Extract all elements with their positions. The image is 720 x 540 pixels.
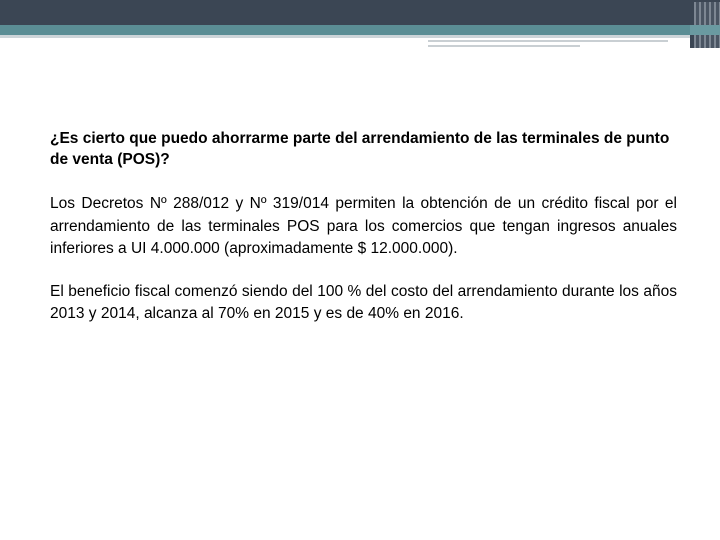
header-accent-line	[428, 40, 668, 42]
header-dark-band	[0, 0, 720, 25]
header-accent-line-short	[428, 45, 580, 47]
slide-question: ¿Es cierto que puedo ahorrarme parte del arrendamiento de las terminales de punto de venta (POS)?	[50, 130, 670, 168]
slide-paragraph-decrees: Los Decretos Nº 288/012 y Nº 319/014 permiten la obtención de un crédito fiscal por el arrendamiento de las terminales POS para los comercios que tengan ingresos anuales inferiores a UI 4.000.000 (aproximadamente $ 12.000.000).	[50, 195, 677, 257]
header-light-band	[0, 35, 720, 38]
slide-paragraph-benefit: El beneficio fiscal comenzó siendo del 100 % del costo del arrendamiento durante los años 2013 y 2014, alcanza al 70% en 2015 y es de 40% en 2016.	[50, 282, 677, 322]
slide-body	[50, 128, 677, 326]
header-teal-band	[0, 25, 720, 35]
header-corner-teal	[690, 25, 720, 35]
